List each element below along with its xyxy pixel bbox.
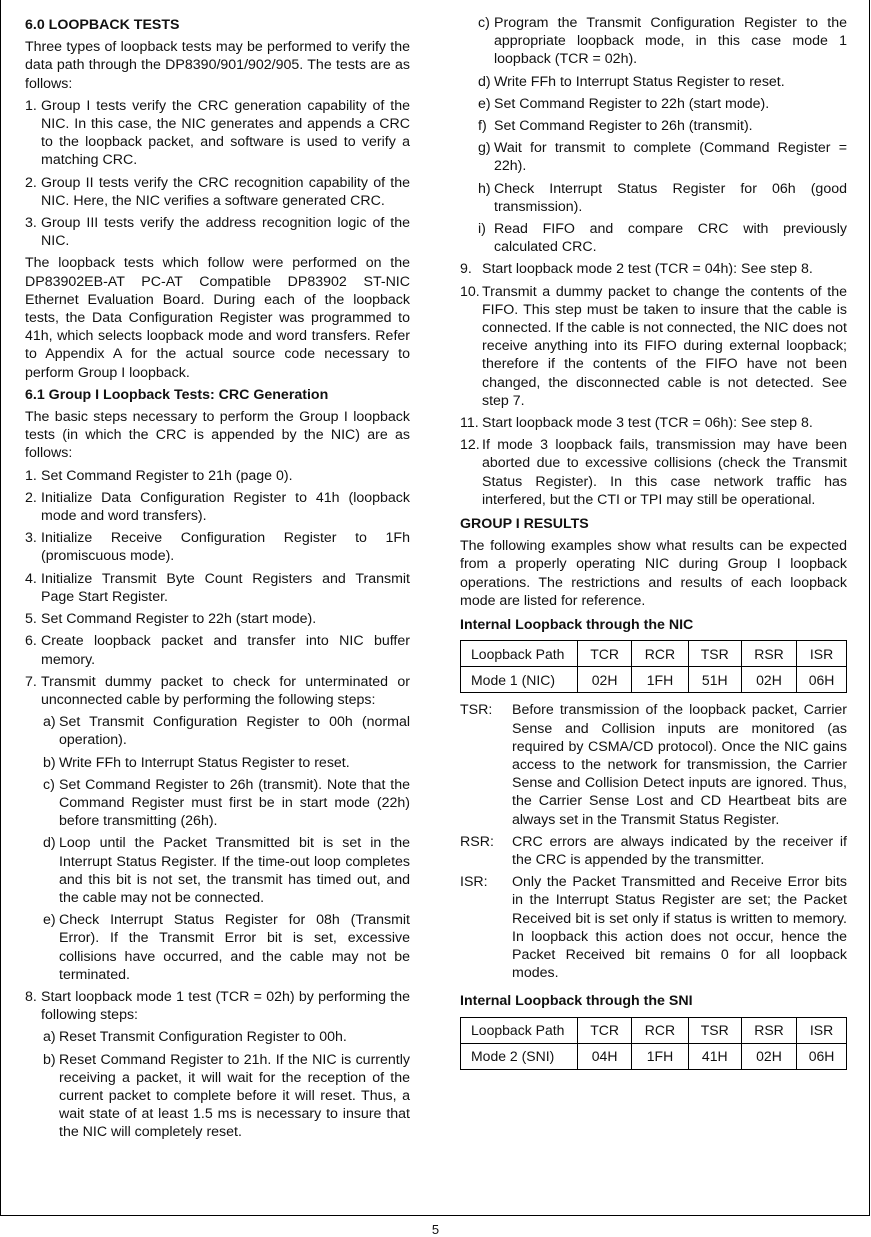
list-item bbox=[25, 489, 410, 525]
list-item bbox=[25, 570, 410, 606]
item-number: 9. bbox=[460, 261, 472, 278]
list-item bbox=[43, 1051, 410, 1142]
list-item bbox=[43, 834, 410, 907]
intro-paragraph: Three types of loopback tests may be performed to verify the data path through the DP8390/901/902/905. The tests are as follows: bbox=[25, 39, 410, 92]
item-number: h) bbox=[478, 180, 491, 197]
table2-title: Internal Loopback through the SNI bbox=[460, 993, 693, 1010]
table-cell: RCR bbox=[632, 641, 688, 667]
item-number: i) bbox=[478, 221, 486, 238]
item-text: Set Command Register to 26h (transmit). Note that the Command Register must first be in start mode (22h) before transmitting (26h). bbox=[59, 776, 410, 830]
table-cell: TCR bbox=[578, 641, 632, 667]
item-number: b) bbox=[43, 1051, 56, 1068]
table-row bbox=[461, 667, 847, 693]
left-column bbox=[25, 14, 410, 1146]
table-header-row bbox=[461, 1017, 847, 1043]
item-number: 8. bbox=[25, 988, 37, 1005]
item-text: Group II tests verify the CRC recognition capability of the NIC. Here, the NIC verifies a software generated CRC. bbox=[41, 174, 410, 209]
list-item bbox=[478, 117, 847, 135]
item-text: Set Command Register to 22h (start mode). bbox=[41, 611, 317, 628]
table-cell: Loopback Path bbox=[461, 641, 578, 667]
item-number: 12. bbox=[460, 437, 480, 454]
item-number: c) bbox=[478, 15, 490, 31]
item-number: 5. bbox=[25, 611, 37, 628]
item-number: g) bbox=[478, 140, 491, 157]
list-item bbox=[460, 436, 847, 509]
table-cell: 02H bbox=[578, 667, 632, 693]
item-text: Write FFh to Interrupt Status Register to reset. bbox=[59, 754, 350, 771]
item-number: a) bbox=[43, 1029, 56, 1046]
table-cell: 06H bbox=[797, 1043, 847, 1069]
table-cell: 41H bbox=[688, 1043, 741, 1069]
list-item bbox=[43, 776, 410, 831]
item-text: Write FFh to Interrupt Status Register to reset. bbox=[494, 73, 785, 90]
nic-loopback-table bbox=[460, 640, 847, 693]
item-text: Transmit a dummy packet to change the contents of the FIFO. This step must be taken to insure that the cable is connected. If the cable is not connected, the NIC does not receive anything into its FIFO during external loopback; therefore if the contents of the FIFO have not been changed, the disconnected cable is not detected. See step 7. bbox=[482, 283, 847, 409]
table-cell: RSR bbox=[741, 641, 796, 667]
definition-term: RSR: bbox=[460, 833, 494, 850]
step7-sublist bbox=[25, 713, 410, 984]
definition-term: ISR: bbox=[460, 874, 488, 891]
table-row bbox=[461, 1043, 847, 1069]
item-text: Read FIFO and compare CRC with previously calculated CRC. bbox=[494, 221, 847, 256]
step8-sublist bbox=[25, 1028, 410, 1141]
steps-intro-paragraph: The basic steps necessary to perform the Group I loopback tests (in which the CRC is appended by the NIC) are as follows: bbox=[25, 409, 410, 462]
item-number: 3. bbox=[25, 530, 37, 547]
item-text: Start loopback mode 1 test (TCR = 02h) by performing the following steps: bbox=[41, 988, 410, 1024]
table-cell: ISR bbox=[797, 1017, 847, 1043]
evaluation-paragraph: The loopback tests which follow were performed on the DP83902EB-AT PC-AT Compatible DP83902 ST-NIC Ethernet Evaluation Board. During each of the loopback tests, the Data Configuration Register was programmed to 41h, which selects loopback mode and word transfers. Refer to Appendix A for the actual source code necessary to perform Group I loopback. bbox=[25, 255, 410, 381]
table-cell: TSR bbox=[688, 641, 741, 667]
item-text: Reset Transmit Configuration Register to 00h. bbox=[59, 1029, 347, 1046]
item-number: 4. bbox=[25, 570, 37, 587]
right-column bbox=[460, 14, 847, 1078]
item-text: Group I tests verify the CRC generation capability of the NIC. In this case, the NIC generates and appends a CRC to the loopback packet, and software is used to verify a matching CRC. bbox=[41, 97, 410, 169]
item-number: f) bbox=[478, 118, 487, 135]
list-item bbox=[25, 467, 410, 485]
definition-item bbox=[460, 873, 847, 982]
page-number: 5 bbox=[431, 1222, 440, 1237]
list-item bbox=[478, 220, 847, 256]
table-cell: TCR bbox=[578, 1017, 632, 1043]
item-number: 7. bbox=[25, 673, 37, 690]
item-text: Group III tests verify the address recognition logic of the NIC. bbox=[41, 215, 410, 250]
item-text: Set Command Register to 22h (start mode). bbox=[494, 95, 770, 112]
table-cell: 51H bbox=[688, 667, 741, 693]
table-cell: Mode 1 (NIC) bbox=[461, 667, 578, 693]
item-text: Initialize Data Configuration Register to 41h (loopback mode and word transfers). bbox=[41, 489, 410, 525]
definition-term: TSR: bbox=[460, 702, 493, 719]
list-item bbox=[478, 180, 847, 216]
definition-item bbox=[460, 833, 847, 869]
item-number: e) bbox=[478, 95, 491, 112]
results-paragraph: The following examples show what results can be expected from a properly operating NIC during Group I loopback operations. The restrictions and results of each loopback mode are listed for reference. bbox=[460, 538, 847, 609]
table-cell: 1FH bbox=[632, 667, 688, 693]
definition-text: Only the Packet Transmitted and Receive Error bits in the Interrupt Status Register are set; the Packet Received bit is set only if status is written to memory. In loopback this action does not occur, hence the Packet Received bit remains 0 for all loopback modes. bbox=[512, 874, 847, 982]
item-text: Reset Command Register to 21h. If the NIC is currently receiving a packet, it will wait for the reception of the current packet to complete before it will reset. Thus, a wait state of at least 1.5 ms is necessary to insure that the NIC will completely reset. bbox=[59, 1051, 410, 1141]
table-cell: TSR bbox=[688, 1017, 741, 1043]
table-cell: ISR bbox=[797, 641, 847, 667]
list-item bbox=[25, 988, 410, 1024]
list-item bbox=[25, 632, 410, 668]
item-text: Program the Transmit Configuration Register to the appropriate loopback mode, in this case mode 1 loopback (TCR = 02h). bbox=[494, 15, 847, 68]
item-number: e) bbox=[43, 912, 56, 929]
list-item bbox=[460, 414, 847, 432]
table-cell: RSR bbox=[741, 1017, 796, 1043]
item-number: b) bbox=[43, 754, 56, 771]
results-heading: GROUP I RESULTS bbox=[460, 516, 589, 533]
table-header-row bbox=[461, 641, 847, 667]
step-list bbox=[25, 467, 410, 709]
item-text: Initialize Transmit Byte Count Registers and Transmit Page Start Register. bbox=[41, 570, 410, 605]
table-cell: 04H bbox=[578, 1043, 632, 1069]
step8-sublist-continued bbox=[460, 14, 847, 256]
item-text: If mode 3 loopback fails, transmission may have been aborted due to excessive collisions (check the Transmit Status Register). In this case network traffic has interfered, but the CTI or TPI may still be operational. bbox=[482, 437, 847, 508]
item-text: Transmit dummy packet to check for unterminated or unconnected cable by performing the following steps: bbox=[41, 673, 410, 708]
table-cell: 02H bbox=[741, 1043, 796, 1069]
item-number: c) bbox=[43, 776, 55, 793]
definitions-list bbox=[460, 701, 847, 982]
list-item bbox=[478, 14, 847, 69]
list-item bbox=[43, 1028, 410, 1046]
item-number: 3. bbox=[25, 215, 37, 232]
item-text: Set Command Register to 21h (page 0). bbox=[41, 467, 293, 484]
group-list bbox=[25, 97, 410, 251]
list-item bbox=[460, 283, 847, 410]
definition-text: CRC errors are always indicated by the receiver if the CRC is appended by the transmitter. bbox=[512, 833, 847, 868]
item-number: 1. bbox=[25, 467, 37, 484]
table-cell: Loopback Path bbox=[461, 1017, 578, 1043]
list-item bbox=[478, 139, 847, 175]
list-item bbox=[25, 214, 410, 250]
table-cell: 02H bbox=[741, 667, 796, 693]
item-text: Set Command Register to 26h (transmit). bbox=[494, 118, 753, 135]
item-text: Check Interrupt Status Register for 06h (good transmission). bbox=[494, 180, 847, 215]
item-number: d) bbox=[43, 835, 56, 852]
list-item bbox=[43, 713, 410, 749]
list-item bbox=[478, 73, 847, 91]
item-number: d) bbox=[478, 73, 491, 90]
table-cell: Mode 2 (SNI) bbox=[461, 1043, 578, 1069]
table-cell: 06H bbox=[797, 667, 847, 693]
item-text: Create loopback packet and transfer into NIC buffer memory. bbox=[41, 633, 410, 668]
item-number: 1. bbox=[25, 97, 37, 114]
item-number: 6. bbox=[25, 633, 37, 650]
list-item bbox=[25, 97, 410, 170]
item-text: Start loopback mode 3 test (TCR = 06h): See step 8. bbox=[482, 415, 813, 432]
list-item bbox=[25, 610, 410, 628]
list-item bbox=[478, 95, 847, 113]
item-text: Set Transmit Configuration Register to 00h (normal operation). bbox=[59, 714, 410, 749]
table-cell: 1FH bbox=[632, 1043, 688, 1069]
list-item bbox=[43, 754, 410, 772]
item-number: 10. bbox=[460, 283, 480, 300]
section-heading: 6.0 LOOPBACK TESTS bbox=[25, 17, 180, 33]
item-number: a) bbox=[43, 714, 56, 731]
list-item bbox=[25, 529, 410, 565]
item-text: Initialize Receive Configuration Register to 1Fh (promiscuous mode). bbox=[41, 530, 410, 565]
table1-title: Internal Loopback through the NIC bbox=[460, 617, 694, 634]
sni-loopback-table bbox=[460, 1017, 847, 1070]
item-number: 2. bbox=[25, 174, 37, 191]
item-number: 2. bbox=[25, 489, 37, 506]
definition-text: Before transmission of the loopback packet, Carrier Sense and Collision inputs are monitored (as required by CSMA/CD protocol). Once the NIC gains access to the network for transmission, the Carrier Sense and Collision Detect inputs are ignored. Thus, the Carrier Sense Lost and CD Heartbeat bits are always set in the Transmit Status Register. bbox=[512, 702, 847, 828]
step-list-continued bbox=[460, 260, 847, 509]
subsection-heading: 6.1 Group I Loopback Tests: CRC Generation bbox=[25, 386, 329, 403]
item-text: Check Interrupt Status Register for 08h (Transmit Error). If the Transmit Error bit is set, excessive collisions have occurred, and the cable may not be terminated. bbox=[59, 912, 410, 983]
table-cell: RCR bbox=[632, 1017, 688, 1043]
item-number: 11. bbox=[460, 415, 479, 432]
list-item bbox=[25, 174, 410, 210]
definition-item bbox=[460, 701, 847, 828]
item-text: Start loopback mode 2 test (TCR = 04h): See step 8. bbox=[482, 261, 813, 278]
list-item bbox=[43, 911, 410, 984]
item-text: Wait for transmit to complete (Command Register = 22h). bbox=[494, 140, 847, 175]
item-text: Loop until the Packet Transmitted bit is set in the Interrupt Status Register. If the time-out loop completes and this bit is not set, the transmit has timed out, and the cable may not be connected. bbox=[59, 835, 410, 906]
list-item bbox=[460, 260, 847, 278]
list-item bbox=[25, 673, 410, 709]
